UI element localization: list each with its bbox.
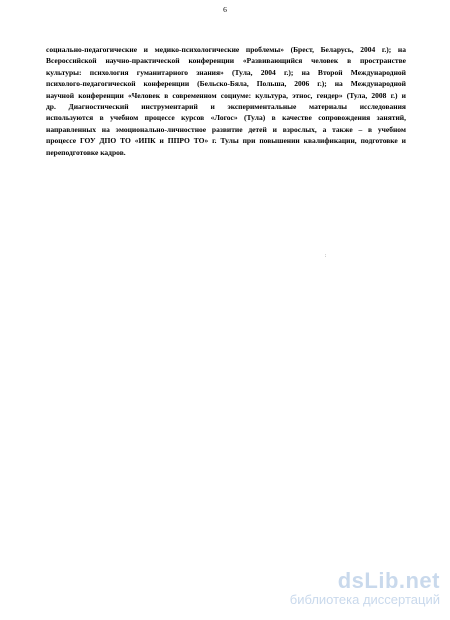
watermark-tagline: библиотека диссертаций: [289, 592, 440, 607]
paragraph-line: психолого-педагогической конференции (Бельско-Бяла, Польша, 2006 г.); на Международной: [46, 79, 406, 89]
body-paragraph: [46, 44, 406, 158]
paragraph-line: Всероссийской научно-практической конференции «Развивающийся человек в пространстве: [46, 56, 406, 66]
paragraph-line: социально-педагогические и медико-психологические проблемы» (Брест, Беларусь, 2004 г.); на: [46, 45, 406, 54]
stray-mark: :: [325, 254, 327, 259]
paragraph-line: др. Диагностический инструментарий и экспериментальные материалы исследования: [46, 102, 406, 112]
paragraph-line: переподготовке кадров.: [46, 147, 126, 157]
paragraph-line: процессе ГОУ ДПО ТО «ИПК и ППРО ТО» г. Тулы при повышении квалификации, подготовке и: [46, 136, 406, 146]
paragraph-line: используются в учебном процессе курсов «Логос» (Тула) в качестве сопровождения занятий,: [46, 113, 406, 123]
paragraph-line: культуры: психология гуманитарного знания» (Тула, 2004 г.); на Второй Международной: [46, 67, 406, 77]
watermark: [290, 570, 440, 608]
watermark-logo: dsLib.net: [337, 568, 440, 593]
paragraph-line: направленных на эмоционально-личностное развитие детей и взрослых, а также – в учебном: [46, 124, 406, 134]
page-number: 6: [223, 5, 227, 14]
paragraph-line: научной конференции «Человек в современном социуме: культура, этнос, гендер» (Тула, 2008 г.) и: [46, 90, 406, 100]
